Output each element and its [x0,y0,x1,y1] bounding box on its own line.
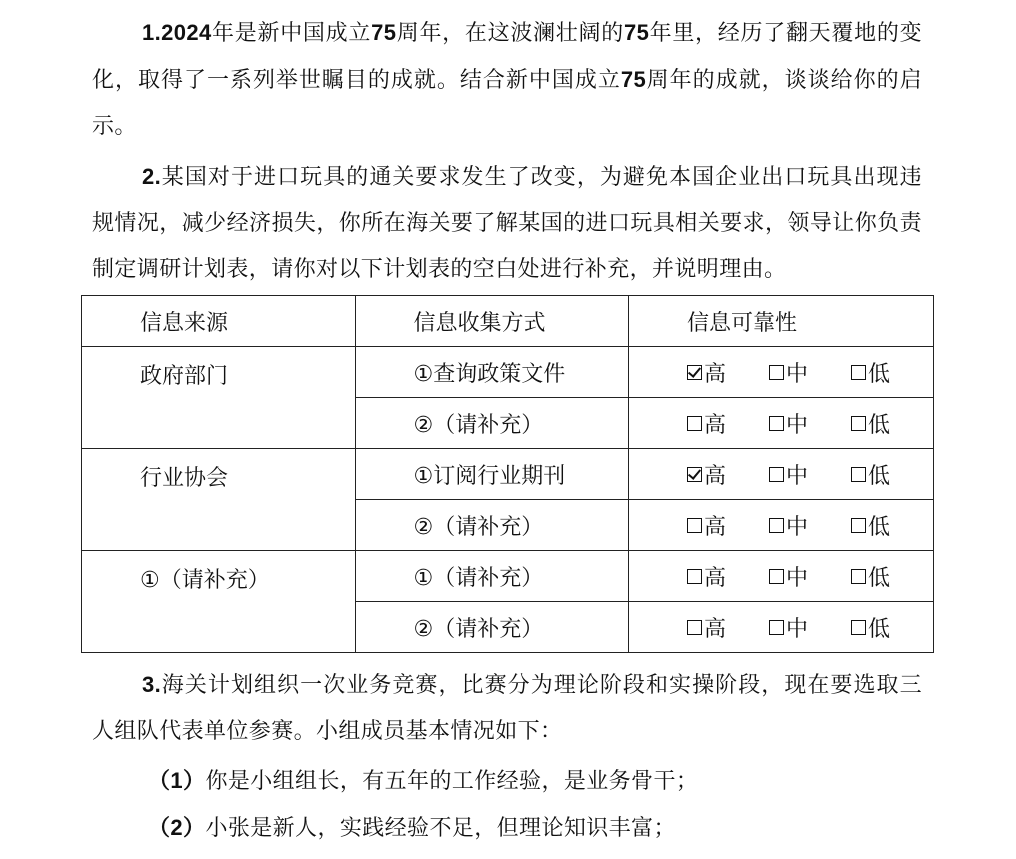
list-item-text: 你是小组组长，有五年的工作经验，是业务骨干； [205,769,699,794]
question-1 [92,10,922,150]
list-item [148,758,698,805]
checked-box-icon[interactable] [687,365,702,380]
reliability-option[interactable] [769,561,851,592]
source-cell [82,551,356,653]
question-3-text: 海关计划组织一次业务竞赛，比赛分为理论阶段和实操阶段，现在要选取三人组队代表单位参赛。小组成员基本情况如下： [92,673,922,744]
reliability-option-label: 中 [786,616,809,642]
question-2 [92,154,922,293]
reliability-option-label: 高 [704,361,727,387]
header-source-label: 信息来源 [140,310,229,336]
reliability-option[interactable] [687,459,769,490]
reliability-option-label: 中 [786,412,809,438]
reliability-option[interactable] [769,612,851,643]
reliability-option-label: 高 [704,616,727,642]
method-label: ①订阅行业期刊 [413,463,566,489]
source-label: 政府部门 [140,364,229,389]
method-label: ①（请补充） [413,565,544,591]
reliability-option[interactable] [851,408,933,439]
reliability-cell [629,347,934,398]
list-item-number: （2） [148,815,206,840]
source-label: 行业协会 [140,466,229,491]
source-label: ①（请补充） [140,568,270,593]
research-plan-table [81,295,934,653]
table-header-row [82,296,934,347]
header-reliability [629,296,934,347]
reliability-option[interactable] [769,357,851,388]
checkbox-icon[interactable] [687,416,702,431]
reliability-option-label: 低 [868,514,891,540]
list-item-number: （1） [148,768,206,793]
method-cell [355,398,629,449]
reliability-option-label: 高 [704,565,727,591]
checkbox-icon[interactable] [851,365,866,380]
header-reliability-label: 信息可靠性 [687,310,798,336]
checkbox-icon[interactable] [769,620,784,635]
q1-num-3: 75 [620,67,647,92]
table-row [82,347,934,398]
reliability-option-label: 高 [704,514,727,540]
reliability-option[interactable] [769,408,851,439]
reliability-cell [629,551,934,602]
method-label: ②（请补充） [413,616,544,642]
reliability-option[interactable] [687,561,769,592]
q1-text-1: 年是新中国成立 [211,21,372,46]
reliability-option-label: 低 [868,361,891,387]
checkbox-icon[interactable] [851,416,866,431]
header-method [355,296,629,347]
method-cell [355,449,629,500]
reliability-option[interactable] [769,510,851,541]
reliability-option-label: 高 [704,412,727,438]
reliability-option[interactable] [687,357,769,388]
reliability-option[interactable] [851,561,933,592]
method-label: ②（请补充） [413,514,544,540]
q1-num-1: 75 [371,20,397,45]
reliability-option-label: 中 [786,514,809,540]
table-row [82,551,934,602]
reliability-cell [629,500,934,551]
question-1-number: 1.2024 [142,20,212,45]
q1-text-4: 周年的成就，谈谈给你的启示。 [92,68,922,139]
checkbox-icon[interactable] [687,620,702,635]
reliability-option-label: 低 [868,412,891,438]
list-item-text: 小张是新人，实践经验不足，但理论知识丰富； [205,816,676,841]
method-cell [355,551,629,602]
q1-text-2: 周年，在这波澜壮阔的 [396,21,624,46]
question-3-number: 3. [142,672,162,697]
reliability-option[interactable] [851,510,933,541]
list-item [148,805,676,852]
method-cell [355,500,629,551]
reliability-option-label: 高 [704,463,727,489]
checkbox-icon[interactable] [769,518,784,533]
checkbox-icon[interactable] [769,569,784,584]
reliability-option-label: 中 [786,361,809,387]
checkbox-icon[interactable] [851,569,866,584]
header-source [82,296,356,347]
reliability-option[interactable] [851,357,933,388]
q1-num-2: 75 [623,20,650,45]
header-method-label: 信息收集方式 [413,310,546,336]
checked-box-icon[interactable] [687,467,702,482]
source-cell [82,347,356,449]
checkbox-icon[interactable] [769,467,784,482]
reliability-option[interactable] [769,459,851,490]
reliability-option[interactable] [687,612,769,643]
reliability-option[interactable] [851,459,933,490]
reliability-option-label: 中 [786,565,809,591]
checkbox-icon[interactable] [769,365,784,380]
checkbox-icon[interactable] [687,569,702,584]
question-2-text: 某国对于进口玩具的通关要求发生了改变，为避免本国企业出口玩具出现违规情况，减少经济损失，你所在海关要了解某国的进口玩具相关要求，领导让你负责制定调研计划表，请你对以下计划表的空白处进行补充，并说明理由。 [92,165,922,282]
method-cell [355,602,629,653]
reliability-option-label: 低 [868,463,891,489]
question-2-number: 2. [142,164,162,189]
table-row [82,449,934,500]
reliability-option-label: 低 [868,565,891,591]
source-cell [82,449,356,551]
reliability-option[interactable] [687,408,769,439]
checkbox-icon[interactable] [769,416,784,431]
reliability-cell [629,602,934,653]
checkbox-icon[interactable] [687,518,702,533]
q1-text-3: 年里，经历了翻天覆地的变化，取得了一系列举世瞩目的成就。结合新中国成立 [92,21,922,93]
method-label: ①查询政策文件 [413,361,566,387]
reliability-option-label: 中 [786,463,809,489]
question-3 [92,662,922,755]
reliability-option[interactable] [851,612,933,643]
reliability-cell [629,398,934,449]
method-cell [355,347,629,398]
reliability-cell [629,449,934,500]
method-label: ②（请补充） [413,412,544,438]
reliability-option[interactable] [687,510,769,541]
checkbox-icon[interactable] [851,467,866,482]
reliability-option-label: 低 [868,616,891,642]
checkbox-icon[interactable] [851,620,866,635]
checkbox-icon[interactable] [851,518,866,533]
